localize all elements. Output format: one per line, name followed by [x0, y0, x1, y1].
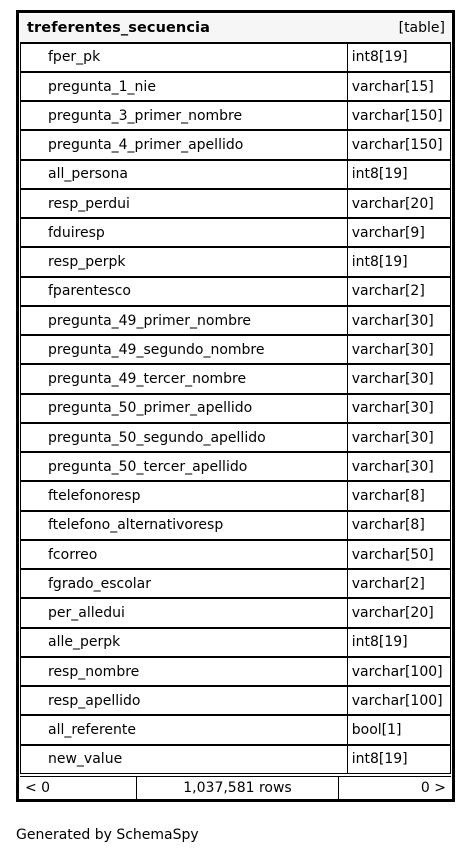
column-name: pregunta_3_primer_nombre — [20, 101, 348, 130]
table-node — [16, 10, 455, 802]
column-type: varchar[30] — [347, 394, 451, 423]
column-name: all_persona — [20, 160, 348, 189]
column-row — [20, 598, 451, 627]
column-type: varchar[2] — [347, 277, 451, 306]
column-type: varchar[20] — [347, 189, 451, 218]
column-name: pregunta_49_tercer_nombre — [20, 364, 348, 393]
column-type: int8[19] — [347, 628, 451, 657]
parents-count: < 0 — [20, 777, 137, 799]
column-type: varchar[30] — [347, 306, 451, 335]
column-type: varchar[15] — [347, 72, 451, 101]
generated-by-note: Generated by SchemaSpy — [16, 827, 199, 843]
column-row — [20, 218, 451, 247]
column-name: new_value — [20, 745, 348, 774]
column-name: pregunta_50_segundo_apellido — [20, 423, 348, 452]
column-type: varchar[30] — [347, 335, 451, 364]
column-type: varchar[30] — [347, 423, 451, 452]
column-type: int8[19] — [347, 247, 451, 276]
column-name: pregunta_49_segundo_nombre — [20, 335, 348, 364]
column-row — [20, 130, 451, 159]
column-name: pregunta_50_tercer_apellido — [20, 452, 348, 481]
column-row — [20, 715, 451, 744]
column-type: varchar[150] — [347, 101, 451, 130]
column-name: alle_perpk — [20, 628, 348, 657]
column-row — [20, 657, 451, 686]
children-count: 0 > — [420, 779, 446, 796]
column-name: fgrado_escolar — [20, 569, 348, 598]
table-header — [20, 14, 451, 43]
column-type: int8[19] — [347, 745, 451, 774]
column-row — [20, 423, 451, 452]
column-type: varchar[8] — [347, 481, 451, 510]
column-type: varchar[20] — [347, 598, 451, 627]
column-name: fper_pk — [20, 43, 348, 72]
column-name: resp_perdui — [20, 189, 348, 218]
column-name: per_alledui — [20, 598, 348, 627]
column-type: varchar[9] — [347, 218, 451, 247]
column-row — [20, 481, 451, 510]
column-name: fcorreo — [20, 540, 348, 569]
column-row — [20, 686, 451, 715]
column-type: varchar[30] — [347, 364, 451, 393]
column-name: ftelefonoresp — [20, 481, 348, 510]
column-type: varchar[50] — [347, 540, 451, 569]
column-row — [20, 511, 451, 540]
column-type: varchar[100] — [347, 657, 451, 686]
column-row — [20, 277, 451, 306]
column-type: int8[19] — [347, 43, 451, 72]
table-footer — [20, 776, 451, 799]
column-name: fparentesco — [20, 277, 348, 306]
column-row — [20, 160, 451, 189]
column-type: varchar[150] — [347, 130, 451, 159]
column-name: pregunta_4_primer_apellido — [20, 130, 348, 159]
column-row — [20, 364, 451, 393]
column-type: varchar[8] — [347, 511, 451, 540]
column-row — [20, 247, 451, 276]
table-name: treferentes_secuencia — [27, 19, 211, 36]
column-name: pregunta_1_nie — [20, 72, 348, 101]
column-row — [20, 101, 451, 130]
column-name: resp_perpk — [20, 247, 348, 276]
column-name: resp_apellido — [20, 686, 348, 715]
row-count: 1,037,581 rows — [137, 777, 339, 799]
column-type: varchar[30] — [347, 452, 451, 481]
column-row — [20, 72, 451, 101]
column-row — [20, 452, 451, 481]
column-type: varchar[2] — [347, 569, 451, 598]
column-type: varchar[100] — [347, 686, 451, 715]
column-type: int8[19] — [347, 160, 451, 189]
column-name: pregunta_50_primer_apellido — [20, 394, 348, 423]
column-row — [20, 306, 451, 335]
column-row — [20, 569, 451, 598]
column-type: bool[1] — [347, 715, 451, 744]
column-list — [19, 43, 452, 774]
column-row — [20, 394, 451, 423]
column-name: ftelefono_alternativoresp — [20, 511, 348, 540]
column-row — [20, 540, 451, 569]
column-name: fduiresp — [20, 218, 348, 247]
column-name: resp_nombre — [20, 657, 348, 686]
table-kind-label: [table] — [398, 19, 445, 36]
column-name: all_referente — [20, 715, 348, 744]
column-row — [20, 43, 451, 72]
column-row — [20, 335, 451, 364]
column-row — [20, 189, 451, 218]
column-row — [20, 628, 451, 657]
column-row — [20, 745, 451, 774]
column-name: pregunta_49_primer_nombre — [20, 306, 348, 335]
